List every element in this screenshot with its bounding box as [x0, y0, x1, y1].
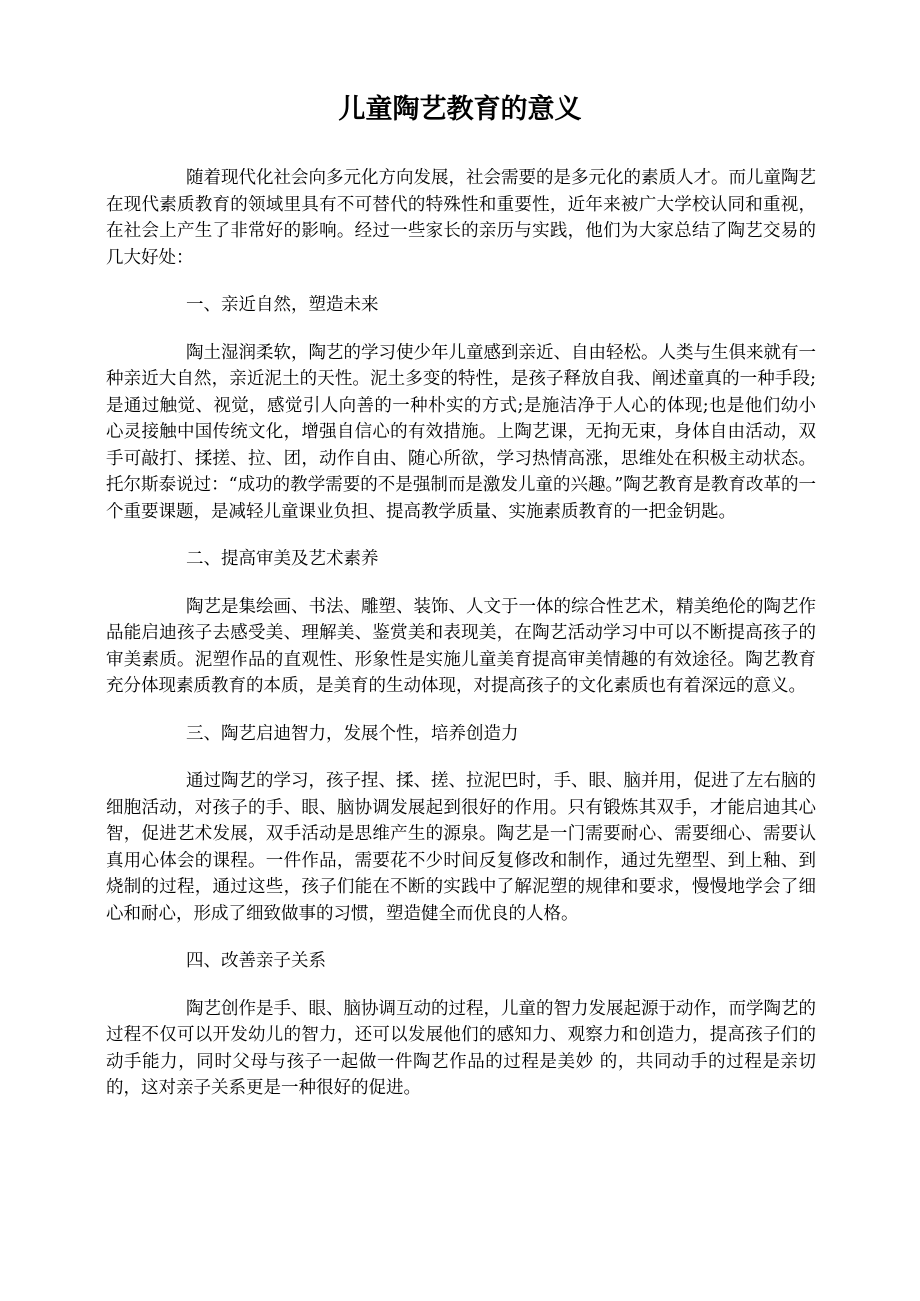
section-heading-3: 三、陶艺启迪智力，发展个性，培养创造力 — [186, 723, 519, 744]
section-heading-1: 一、亲近自然，塑造未来 — [186, 295, 379, 315]
section-paragraph-2: 陶艺是集绘画、书法、雕塑、装饰、人文于一体的综合性艺术，精美绝伦的陶艺作品能启迪孩子去感受美、理解美、鉴赏美和表现美，在陶艺活动学习中可以不断提高孩子的审美素质。泥塑作品的直观性、形象性是实施儿童美育提高审美情趣的有效途径。陶艺教育充分体现素质教育的本质，是美育的生动体现，对提高孩子的文化素质也有着深远的意义。 — [106, 596, 816, 696]
page-title: 儿童陶艺教育的意义 — [338, 94, 582, 125]
section-heading-4: 四、改善亲子关系 — [186, 951, 326, 971]
section-paragraph-4: 陶艺创作是手、眼、脑协调互动的过程，儿童的智力发展起源于动作，而学陶艺的过程不仅可以开发幼儿的智力，还可以发展他们的感知力、观察力和创造力，提高孩子们的动手能力，同时父母与孩子一起做一件陶艺作品的过程是美妙 的，共同动手的过程是亲切的，这对亲子关系更是一种很好的促进。 — [106, 998, 816, 1098]
section-paragraph-1: 陶土湿润柔软，陶艺的学习使少年儿童感到亲近、自由轻松。人类与生俱来就有一种亲近大自然，亲近泥土的天性。泥土多变的特性，是孩子释放自我、阐述童真的一种手段;是通过触觉、视觉，感觉引人向善的一种朴实的方式;是施洁净于人心的体现;也是他们幼小心灵接触中国传统文化，增强自信心的有效措施。上陶艺课，无拘无束，身体自由活动，双手可敲打、揉搓、拉、团，动作自由、随心所欲，学习热情高涨，思维处在积极主动状态。托尔斯泰说过：“成功的教学需要的不是强制而是激发儿童的兴趣。”陶艺教育是教育改革的一个重要课题，是减轻儿童课业负担、提高教学质量、实施素质教育的一把金钥匙。 — [106, 342, 816, 522]
document-body — [106, 165, 816, 1102]
intro-paragraph: 随着现代化社会向多元化方向发展，社会需要的是多元化的素质人才。而儿童陶艺在现代素质教育的领域里具有不可替代的特殊性和重要性，近年来被广大学校认同和重视，在社会上产生了非常好的影响。经过一些家长的亲历与实践，他们为大家总结了陶艺交易的几大好处： — [106, 168, 816, 268]
section-heading-2: 二、提高审美及艺术素养 — [186, 549, 379, 569]
section-paragraph-3: 通过陶艺的学习，孩子捏、揉、搓、拉泥巴时，手、眼、脑并用，促进了左右脑的细胞活动，对孩子的手、眼、脑协调发展起到很好的作用。只有锻炼其双手，才能启迪其心智，促进艺术发展，双手活动是思维产生的源泉。陶艺是一门需要耐心、需要细心、需要认真用心体会的课程。一件作品，需要花不少时间反复修改和制作，通过先塑型、到上釉、到烧制的过程，通过这些，孩子们能在不断的实践中了解泥塑的规律和要求，慢慢地学会了细心和耐心，形成了细致做事的习惯，塑造健全而优良的人格。 — [106, 771, 816, 924]
